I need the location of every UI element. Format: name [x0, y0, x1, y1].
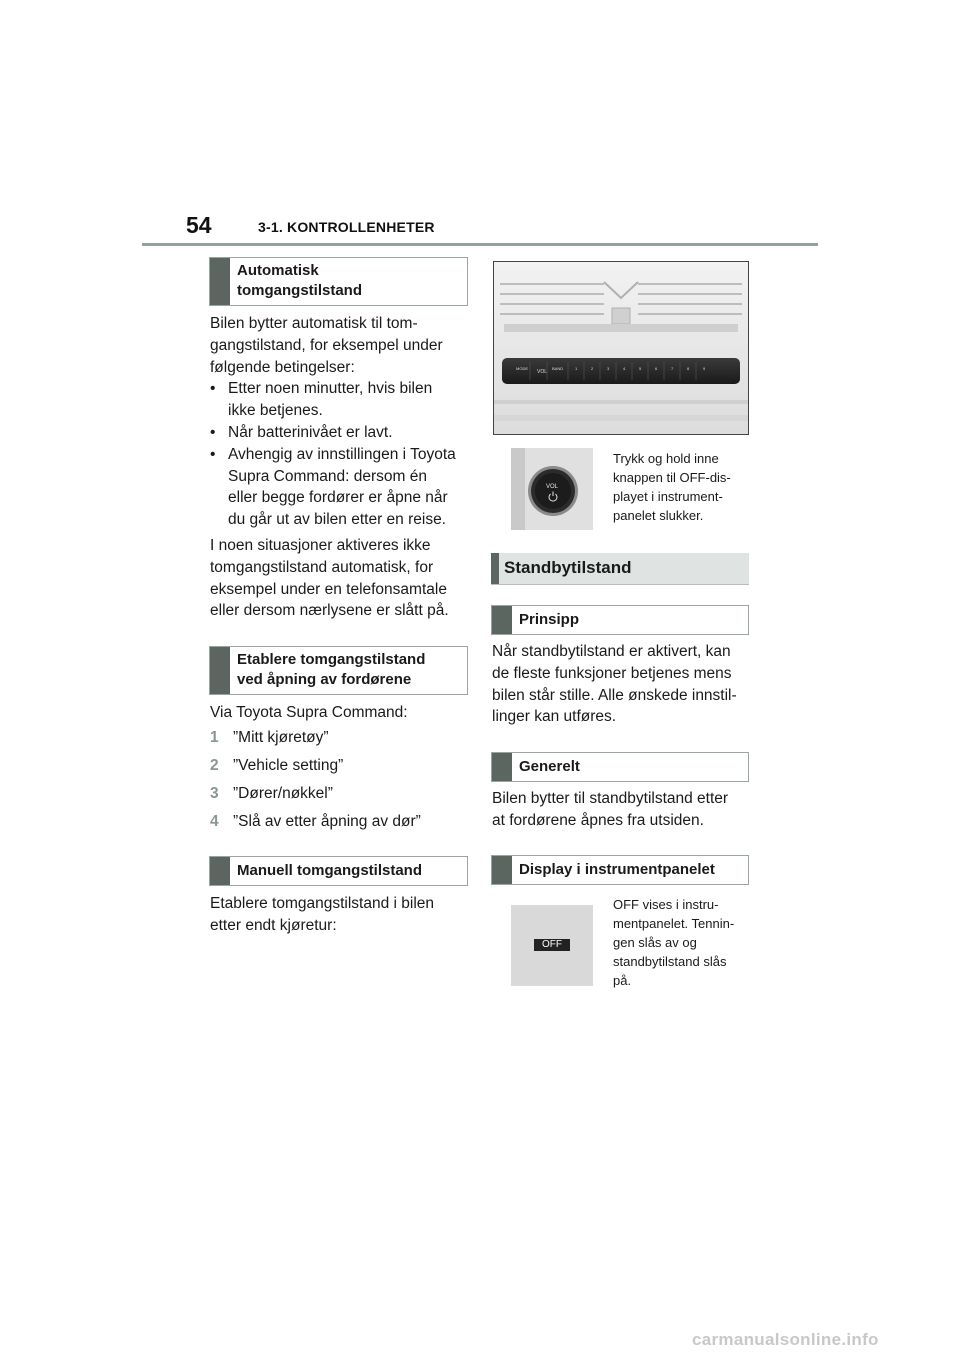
heading-principle — [491, 605, 749, 635]
preset-button-8[interactable]: 8 — [687, 366, 690, 371]
paragraph-exceptions: I noen situasjoner aktiveres ikke tomgangstilstand automatisk, for eksempel under en telefonsamtale eller dersom nærlysene er slått på. — [210, 537, 449, 620]
bullet-item: • Når batterinivået er lavt. — [210, 423, 393, 441]
vol-knob-illustration — [511, 448, 593, 530]
paragraph-principle: Når standbytilstand er aktivert, kan de fleste funksjoner betjenes mens bilen står stille. Alle ønskede innstil- linger kan utføres. — [492, 643, 737, 726]
heading-marker — [492, 753, 512, 781]
heading-instrument-display — [491, 855, 749, 885]
paragraph-auto-idle: Bilen bytter automatisk til tom- gangstilstand, for eksempel under følgende betingelser: • Etter noen minutter, hvis bilen ikke betjenes. • Når batterinivået er lavt. • Avhengig av innstillingen i Toyota Supra Command: dersom én eller begge fordører er åpne når du går ut av bilen etter en reise. — [210, 315, 456, 529]
chapter-title: 3-1. KONTROLLENHETER — [258, 219, 435, 235]
paragraph-via-command: Via Toyota Supra Command: — [210, 704, 408, 721]
heading-marker — [492, 856, 512, 884]
control-panel-illustration — [494, 262, 748, 434]
header-rule — [142, 243, 818, 246]
heading-text: Generelt — [519, 758, 580, 775]
vol-label: VOL — [546, 484, 559, 490]
heading-text: Standbytilstand — [504, 558, 632, 577]
paragraph-manual-idle: Etablere tomgangstilstand i bilen etter endt kjøretur: — [210, 895, 435, 934]
heading-marker — [491, 553, 499, 584]
vol-instruction: Trykk og hold inne knappen til OFF-dis- playet i instrument- panelet slukker. — [613, 451, 731, 523]
step-item: 3 ”Dører/nøkkel” — [210, 785, 333, 802]
heading-text: Prinsipp — [519, 611, 580, 628]
preset-button-7[interactable]: 7 — [671, 366, 674, 371]
paragraph-general: Bilen bytter til standbytilstand etter at fordørene åpnes fra utsiden. — [492, 790, 729, 829]
heading-general — [491, 752, 749, 782]
step-item: 1 ”Mitt kjøretøy” — [210, 729, 329, 746]
control-panel-figure — [493, 261, 749, 435]
mode-button[interactable]: MODE — [516, 366, 528, 371]
off-explanation: OFF vises i instru- mentpanelet. Tennin- gen slås av og standbytilstand slås på. — [613, 897, 735, 988]
step-item: 2 ”Vehicle setting” — [210, 757, 344, 774]
heading-marker — [210, 647, 230, 694]
bullet-item: • Etter noen minutter, hvis bilen — [210, 380, 433, 398]
heading-standby — [491, 553, 749, 585]
heading-text: Etablere tomgangstilstand ved åpning av fordørene — [237, 651, 426, 688]
off-display-figure — [511, 905, 593, 986]
heading-marker — [492, 606, 512, 634]
off-indicator: OFF — [534, 939, 570, 951]
watermark: carmanualsonline.info — [692, 1330, 879, 1349]
page-number: 54 — [186, 212, 212, 238]
heading-marker — [210, 857, 230, 885]
preset-button-2[interactable]: 2 — [591, 366, 594, 371]
preset-button-1[interactable]: 1 — [575, 366, 578, 371]
heading-text: Automatisk tomgangstilstand — [237, 262, 363, 299]
heading-text: Display i instrumentpanelet — [519, 861, 715, 878]
heading-text: Manuell tomgangstilstand — [237, 862, 423, 879]
preset-button-5[interactable]: 5 — [639, 366, 642, 371]
step-item: 4 ”Slå av etter åpning av dør” — [210, 813, 421, 830]
heading-manual-idle — [209, 856, 468, 886]
preset-button-9[interactable]: 9 — [703, 366, 706, 371]
preset-button-4[interactable]: 4 — [623, 366, 626, 371]
heading-marker — [210, 258, 230, 305]
band-button[interactable]: BAND — [552, 366, 564, 371]
heading-automatic-idle — [209, 257, 468, 306]
bullet-item: • Avhengig av innstillingen i Toyota — [210, 445, 456, 463]
vol-knob-figure — [511, 448, 593, 530]
preset-button-6[interactable]: 6 — [655, 366, 658, 371]
preset-button-3[interactable]: 3 — [607, 366, 610, 371]
vol-label-small: VOL — [537, 369, 548, 375]
heading-establish-idle — [209, 646, 468, 695]
